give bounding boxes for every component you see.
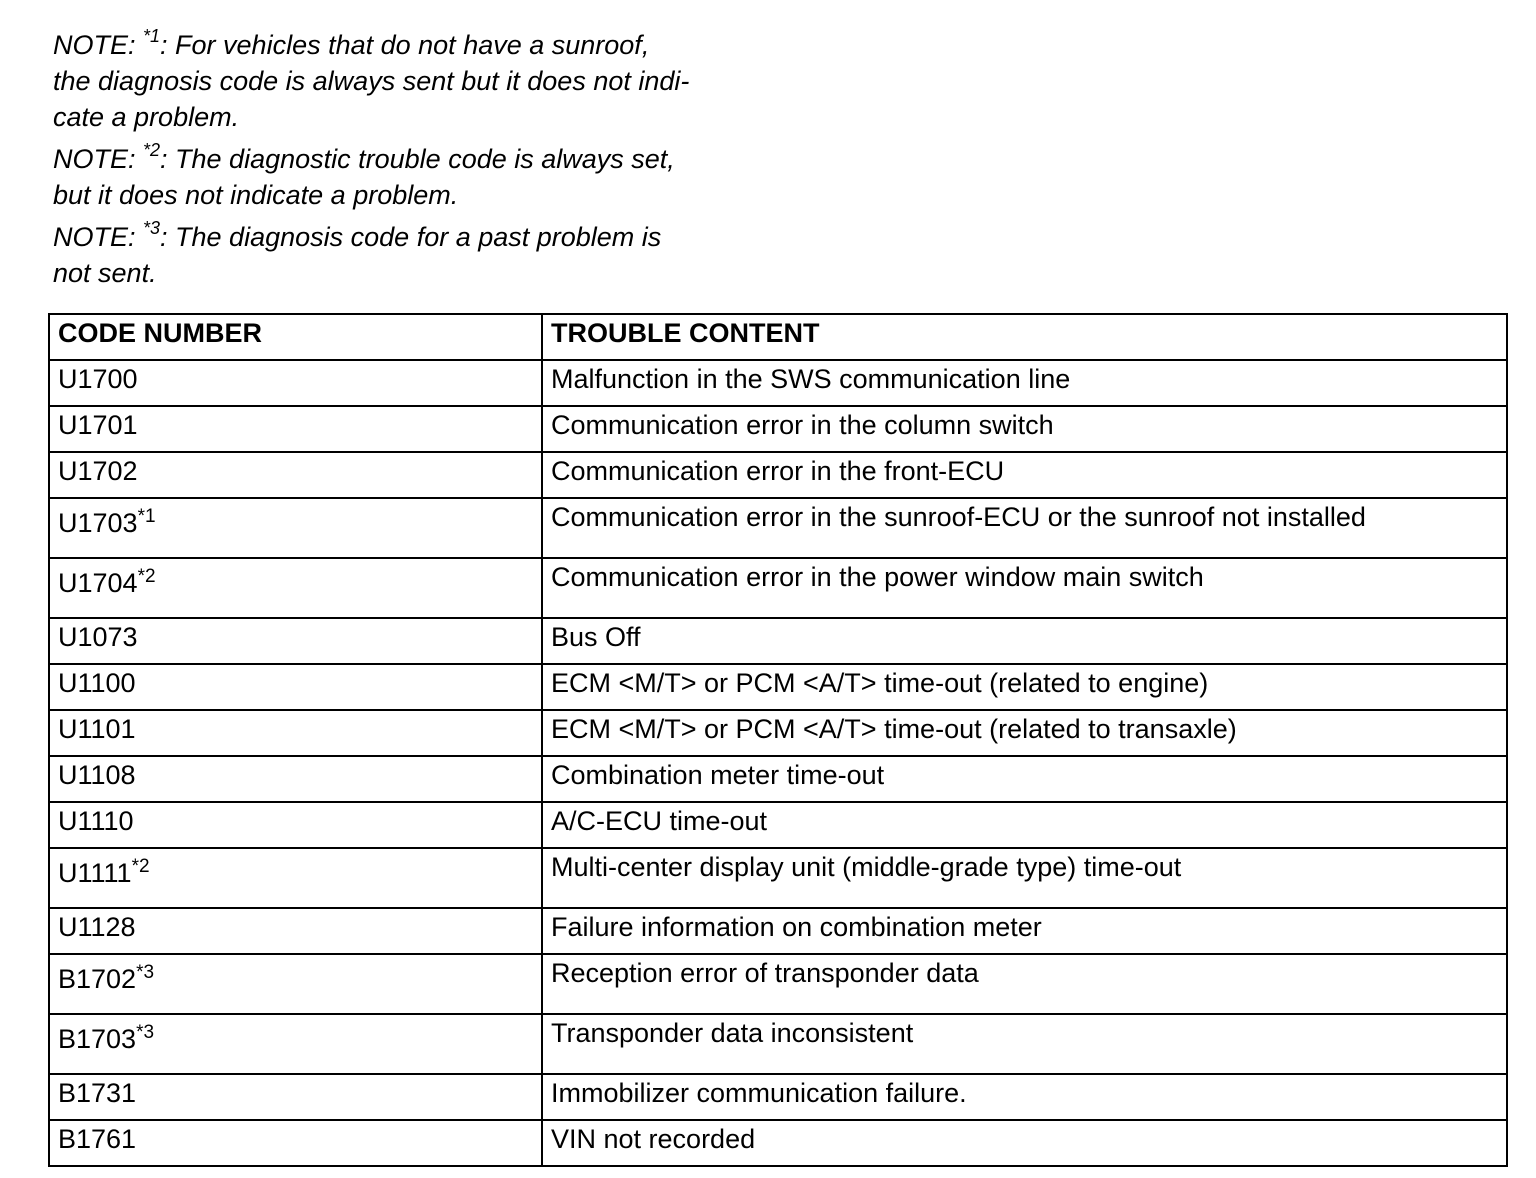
note-text: : For vehicles that do not have a sunroof, the diagnosis code is always sent but it does not indi- cate a problem. [53,30,690,132]
column-header-trouble-content: TROUBLE CONTENT [542,314,1507,360]
code-cell [49,498,542,558]
trouble-content-cell: Communication error in the sunroof-ECU or the sunroof not installed [542,498,1507,558]
table-row [49,756,1507,802]
table-row [49,558,1507,618]
code-cell [49,452,542,498]
note-text: : The diagnostic trouble code is always set, but it does not indicate a problem. [53,144,675,210]
trouble-content-cell: A/C-ECU time-out [542,802,1507,848]
code-cell [49,1074,542,1120]
trouble-content-cell: Communication error in the column switch [542,406,1507,452]
code-cell [49,1014,542,1074]
trouble-content-cell: Communication error in the power window main switch [542,558,1507,618]
code-cell [49,618,542,664]
trouble-content-cell: ECM <M/T> or PCM <A/T> time-out (related to transaxle) [542,710,1507,756]
footnote-mark: *1 [137,506,156,527]
note-3 [53,219,813,291]
code-number: B1703 [58,1024,137,1054]
code-cell [49,802,542,848]
diagnosis-code-table [48,313,1508,1167]
trouble-content-cell: Combination meter time-out [542,756,1507,802]
code-number: U1073 [58,622,138,652]
code-number: U1100 [58,668,136,698]
trouble-content-cell: Communication error in the front-ECU [542,452,1507,498]
code-cell [49,1120,542,1166]
code-number: B1731 [58,1078,137,1108]
code-number: U1111 [58,858,132,888]
code-cell [49,756,542,802]
note-1 [53,27,813,135]
table-row [49,452,1507,498]
code-number: U1704 [58,568,138,598]
column-header-code-number: CODE NUMBER [49,314,542,360]
code-number: B1761 [58,1124,137,1154]
table-row [49,1074,1507,1120]
table-header-row [49,314,1507,360]
code-number: U1702 [58,456,138,486]
table-row [49,908,1507,954]
note-mark: *2 [143,140,161,160]
code-number: U1701 [58,410,138,440]
trouble-content-cell: Immobilizer communication failure. [542,1074,1507,1120]
note-prefix: NOTE: [53,144,144,174]
note-mark: *3 [143,218,161,238]
code-cell [49,406,542,452]
code-cell [49,664,542,710]
code-number: U1101 [58,714,136,744]
code-number: U1700 [58,364,138,394]
code-cell [49,848,542,908]
table-row [49,618,1507,664]
footnote-mark: *2 [131,856,150,877]
table-row [49,360,1507,406]
code-number: U1110 [58,806,134,836]
code-cell [49,954,542,1014]
code-cell [49,558,542,618]
table-row [49,848,1507,908]
note-text: : The diagnosis code for a past problem is not sent. [53,222,662,288]
notes-section [53,27,813,297]
note-2 [53,141,813,213]
footnote-mark: *2 [137,566,156,587]
table-row [49,498,1507,558]
note-prefix: NOTE: [53,30,144,60]
table-row [49,710,1507,756]
trouble-content-cell: Malfunction in the SWS communication line [542,360,1507,406]
code-number: U1703 [58,508,138,538]
note-prefix: NOTE: [53,222,144,252]
table-row [49,802,1507,848]
trouble-content-cell: Multi-center display unit (middle-grade type) time-out [542,848,1507,908]
code-cell [49,360,542,406]
code-cell [49,710,542,756]
code-number: U1108 [58,760,136,790]
note-mark: *1 [143,26,161,46]
code-number: B1702 [58,964,137,994]
table-row [49,664,1507,710]
trouble-content-cell: Reception error of transponder data [542,954,1507,1014]
footnote-mark: *3 [136,962,155,983]
trouble-content-cell: Bus Off [542,618,1507,664]
trouble-content-cell: Transponder data inconsistent [542,1014,1507,1074]
table-row [49,1120,1507,1166]
code-cell [49,908,542,954]
trouble-content-cell: Failure information on combination meter [542,908,1507,954]
trouble-content-cell: ECM <M/T> or PCM <A/T> time-out (related to engine) [542,664,1507,710]
code-number: U1128 [58,912,136,942]
table-row [49,954,1507,1014]
table-row [49,1014,1507,1074]
trouble-content-cell: VIN not recorded [542,1120,1507,1166]
footnote-mark: *3 [136,1022,155,1043]
table-row [49,406,1507,452]
